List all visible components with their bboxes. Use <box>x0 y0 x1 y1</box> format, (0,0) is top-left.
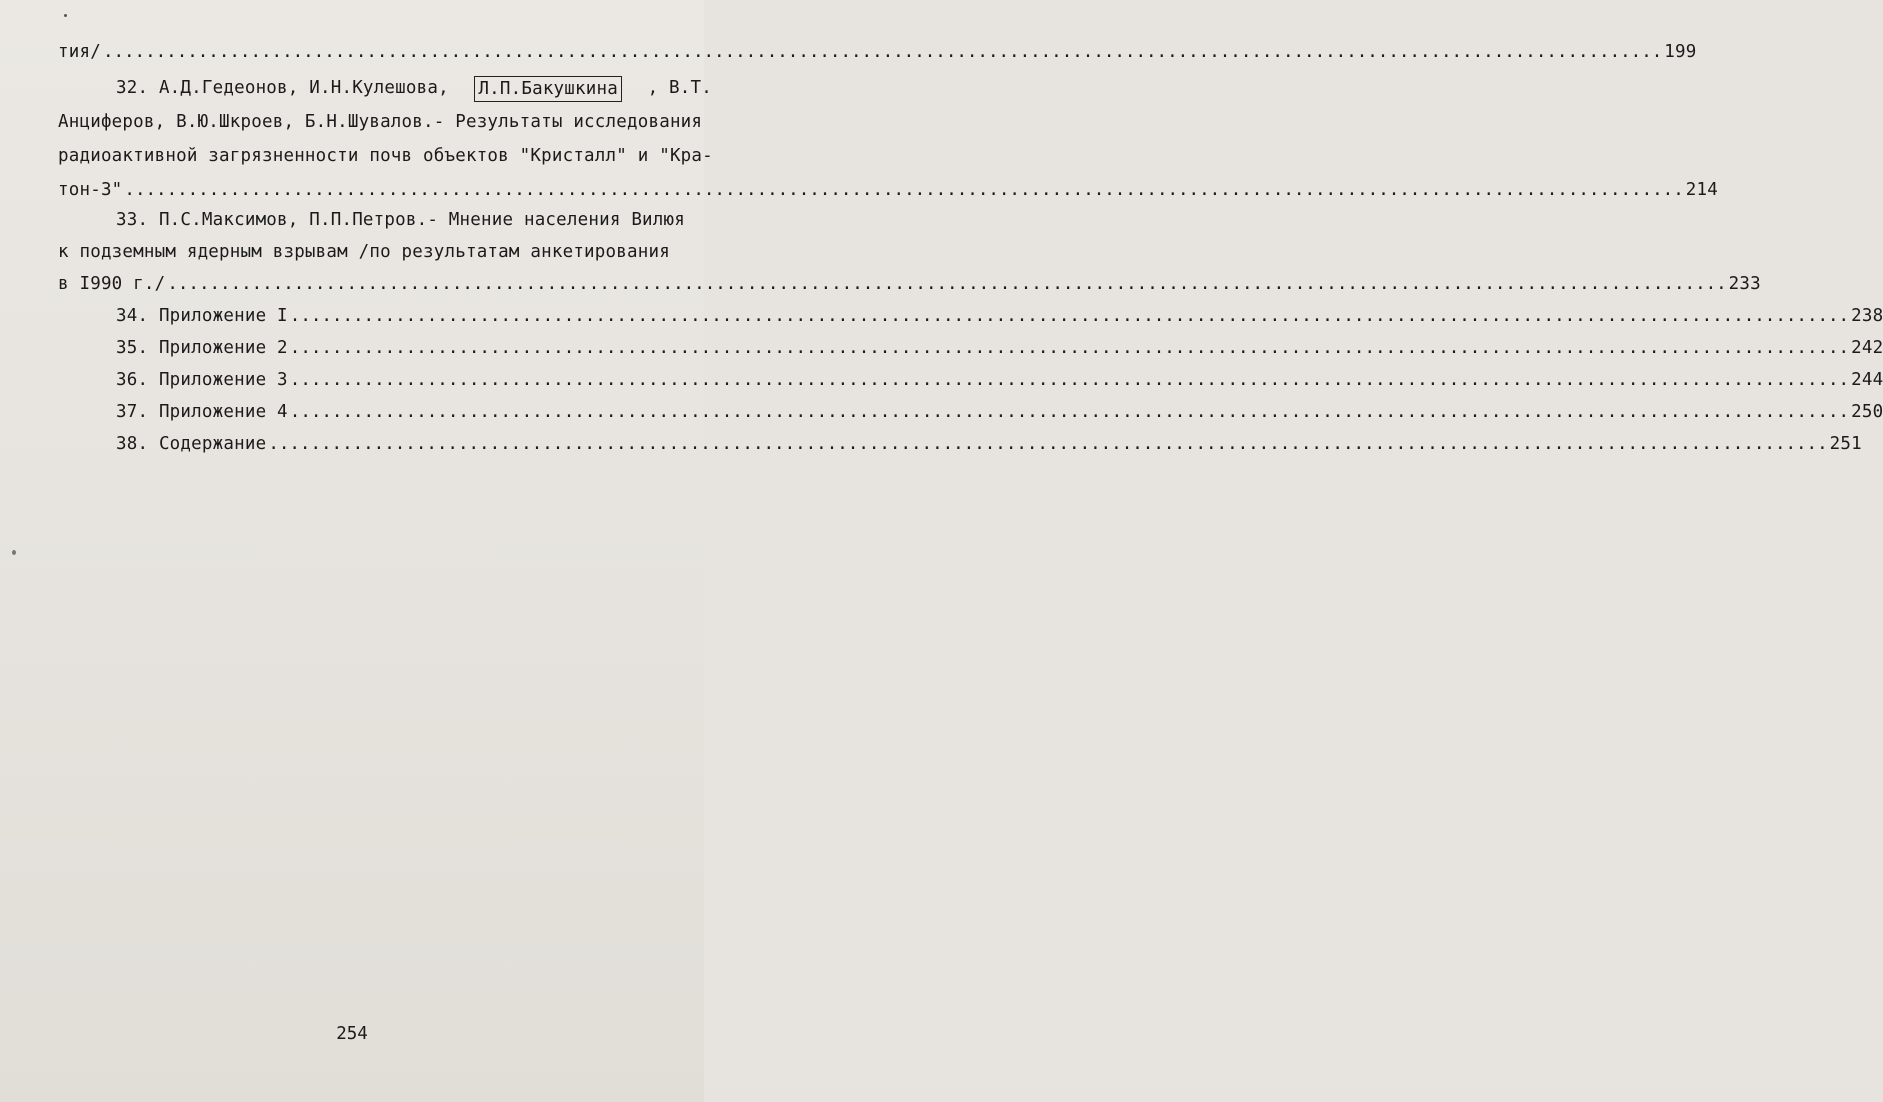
toc-entry-32-line-4 <box>58 178 1718 202</box>
toc-text: 36. Приложение 3 <box>116 370 288 390</box>
toc-page-number: 199 <box>1664 42 1697 62</box>
toc-text: тия/ <box>58 42 101 62</box>
scan-speck <box>64 14 67 17</box>
toc-text: в I990 г./ <box>58 274 166 294</box>
page-number: 254 <box>336 1024 368 1044</box>
toc-page-number: 233 <box>1728 274 1761 294</box>
toc-entry-38 <box>58 432 1862 456</box>
toc-text: 34. Приложение I <box>116 306 288 326</box>
toc-page-number: 214 <box>1685 180 1718 200</box>
dot-leader <box>290 304 1849 328</box>
toc-text: тон-3" <box>58 180 123 200</box>
toc-line-continuation <box>58 40 1697 64</box>
toc-text: 38. Содержание <box>116 434 267 454</box>
toc-page-number: 238 <box>1851 306 1883 326</box>
dot-leader <box>268 432 1827 456</box>
toc-page-number: 250 <box>1851 402 1883 422</box>
scan-speck <box>12 550 16 555</box>
toc-page-number: 242 <box>1851 338 1883 358</box>
toc-text: к подземным ядерным взрывам /по результатам анкетирования <box>58 242 670 262</box>
toc-entry-33-line-1 <box>58 208 712 232</box>
dot-leader <box>167 272 1726 296</box>
toc-text: 33. П.С.Максимов, П.П.Петров.- Мнение населения Вилюя <box>116 210 686 230</box>
toc-text: радиоактивной загрязненности почв объектов "Кристалл" и "Кра- <box>58 146 713 166</box>
toc-text: Анциферов, В.Ю.Шкроев, Б.Н.Шувалов.- Результаты исследования <box>58 112 703 132</box>
dot-leader <box>124 178 1683 202</box>
toc-text: 35. Приложение 2 <box>116 338 288 358</box>
dot-leader <box>103 40 1662 64</box>
toc-entry-34 <box>58 304 1883 328</box>
toc-entry-32-line-3 <box>58 144 713 168</box>
toc-text: 32. А.Д.Гедеонов, И.Н.Кулешова, <box>116 78 449 98</box>
dot-leader <box>290 400 1849 424</box>
toc-entry-33-line-2 <box>58 240 670 264</box>
toc-entry-36 <box>58 368 1883 392</box>
toc-entry-35 <box>58 336 1883 360</box>
reverse-side-bleed-through <box>60 60 660 1020</box>
boxed-author-name: Л.П.Бакушкина <box>474 76 622 102</box>
toc-text: , В.Т. <box>647 78 712 98</box>
dot-leader <box>290 336 1849 360</box>
toc-page-number: 244 <box>1851 370 1883 390</box>
toc-entry-37 <box>58 400 1883 424</box>
dot-leader <box>290 368 1849 392</box>
toc-entry-32-line-2 <box>58 110 703 134</box>
toc-text: 37. Приложение 4 <box>116 402 288 422</box>
toc-entry-33-line-3 <box>58 272 1761 296</box>
toc-entry-32-line-1 <box>58 76 712 102</box>
toc-page-number: 251 <box>1829 434 1862 454</box>
